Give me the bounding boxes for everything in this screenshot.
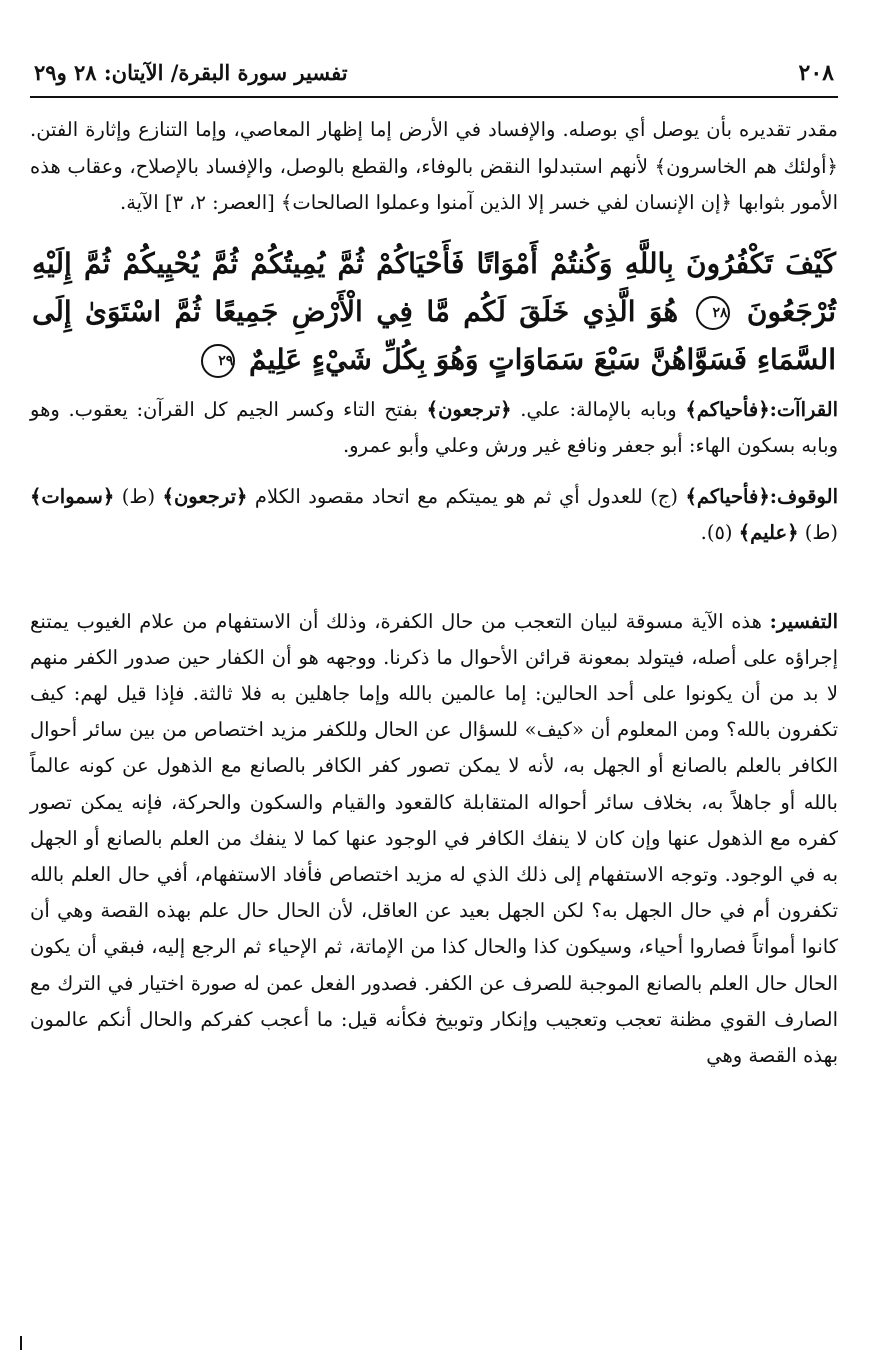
wuquf-section — [30, 479, 838, 552]
ayah-number-29: ٢٩ — [201, 344, 235, 378]
wuquf-word-alim: ﴿عليم﴾ — [738, 521, 799, 544]
wuquf-word-samawat: ﴿سموات﴾ — [30, 484, 115, 508]
page-header — [30, 60, 838, 98]
wuquf-word-turjaun: ﴿ترجعون﴾ — [162, 484, 248, 508]
tafsir-label: التفسير: — [769, 609, 838, 633]
wuquf-text-1: (ج) للعدول أي ثم هو يميتكم مع اتحاد مقصود الكلام — [247, 484, 686, 508]
verse-28-text: كَيْفَ تَكْفُرُونَ بِاللَّهِ وَكُنتُمْ أَمْوَاتًا فَأَحْيَاكُمْ ثُمَّ يُمِيتُكُمْ ثُمَّ يُحْيِيكُمْ ثُمَّ إِلَيْهِ تُرْجَعُونَ — [32, 246, 836, 328]
wuquf-text-2: (ط) — [114, 484, 163, 508]
tafsir-section — [30, 604, 838, 1075]
ayah-number-28: ٢٨ — [696, 296, 730, 330]
tafsir-text: هذه الآية مسوقة لبيان التعجب من حال الكفرة، وذلك أن الاستفهام من علام الغيوب يمتنع إجراؤه على أصله، فيتولد بمعونة قرائن الأحوال ما ذكرنا. ووجهه هو أن الكفار حين صدور الكفر منهم لا بد من أن يكونوا على أحد الحالين: إما عالمين بالله وإما جاهلين به فلا ثالثة. فإذا قيل لهم: كيف تكفرون بالله؟ ومن المعلوم أن «كيف» للسؤال عن الحال وللكفر مزيد اختصاص من بين سائر أحوال الكافر بالعلم بالصانع أو الجهل به، لأنه لا يمكن تصور كفر الكافر بالصانع مع الذهول عن كونه عالماً بالله أو جاهلاً به، بخلاف سائر أحواله المتقابلة كالقعود والقيام والسكون والحركة، فإنه يمكن تصور كفره مع الذهول عنها وإن كان لا ينفك الكافر في الوجود عنها كما لا ينفك من العلم بالصانع أو الجهل به في الوجود. وتوجه الاستفهام إلى ذلك الذي له مزيد اختصاص فأفاد الاستفهام، أفي حال العلم بالله تكفرون أم في حال الجهل به؟ لكن الجهل بعيد عن العاقل، لأن الحال حال علم بهذه القصة وهي أن كانوا أمواتاً فصاروا أحياء، وسيكون كذا والحال كذا من الإماتة، ثم الإحياء ثم الرجع إليه، فبقي أن يكون الحال حال العلم بالصانع الموجبة للصرف عن الكفر. فصدور الفعل عمن له صورة اختيار في الترك مع الصارف القوي مظنة تعجب وتعجيب وإنكار وتوبيخ فكأنه قيل: ما أعجب كفركم والحال أنكم عالمون بهذه القصة وهي — [30, 609, 838, 1067]
qiraat-label: القراآت: — [769, 397, 838, 421]
quran-verses — [30, 240, 838, 384]
qiraat-word-turjaun: ﴿ترجعون﴾ — [426, 397, 512, 421]
intro-paragraph: مقدر تقديره بأن يوصل أي بوصله. والإفساد في الأرض إما إظهار المعاصي، وإما التنازع وإثارة الفتن. ﴿أولئك هم الخاسرون﴾ لأنهم استبدلوا النقض بالوفاء، والقطع بالوصل، والإفساد بالإصلاح، وعقاب هذه الأمور بثوابها ﴿إن الإنسان لفي خسر إلا الذين آمنوا وعملوا الصالحات﴾ [العصر: ٢، ٣] الآية. — [30, 118, 838, 214]
wuquf-text-3: (ط) — [798, 521, 838, 544]
book-page — [30, 60, 838, 1074]
qiraat-text-1: وبابه بالإمالة: علي. — [511, 397, 686, 421]
qiraat-section — [30, 392, 838, 465]
wuquf-text-4: (٥). — [700, 521, 739, 544]
wuquf-label: الوقوف: — [769, 484, 838, 508]
wuquf-paragraph — [30, 479, 838, 552]
verse-29-text: هُوَ الَّذِي خَلَقَ لَكُم مَّا فِي الْأَرْضِ جَمِيعًا ثُمَّ اسْتَوَىٰ إِلَى السَّمَاءِ فَسَوَّاهُنَّ سَبْعَ سَمَاوَاتٍ وَهُوَ بِكُلِّ شَيْءٍ عَلِيمٌ — [32, 294, 836, 376]
qiraat-word-fa-ahyakum: ﴿فأحياكم﴾ — [685, 397, 770, 421]
margin-line-mark — [20, 1336, 22, 1350]
qiraat-paragraph — [30, 392, 838, 465]
tafsir-paragraph — [30, 604, 838, 1075]
qiraat-text-2: بفتح التاء وكسر الجيم كل القرآن: يعقوب. وهو وبابه بسكون الهاء: أبو جعفر ونافع غير ورش وعلي وأبو عمرو. — [30, 397, 838, 457]
page-number: ٢٠٨ — [798, 60, 834, 86]
wuquf-word-fa-ahyakum: ﴿فأحياكم﴾ — [685, 484, 770, 508]
running-title: تفسير سورة البقرة/ الآيتان: ٢٨ و٢٩ — [34, 60, 348, 85]
